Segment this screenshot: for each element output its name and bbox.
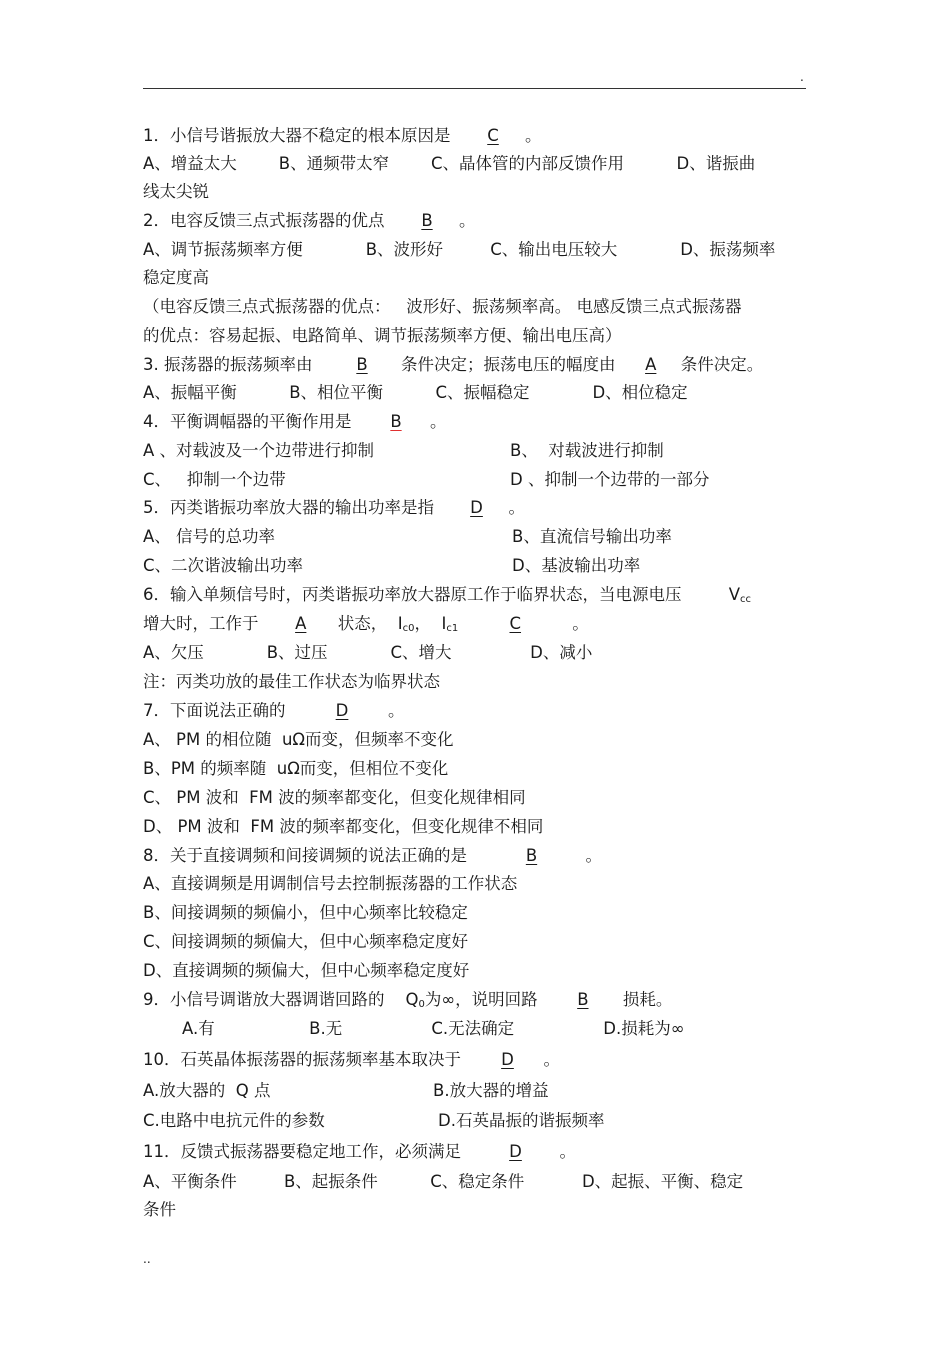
- q6-stem-cont: 增大时，工作于 A 状态， $I_{c0}$， $I_{c1}$ C 。: [143, 614, 589, 634]
- q7-answer: D: [335, 701, 349, 720]
- q2-stem: 2．电容反馈三点式振荡器的优点 B 。: [143, 211, 476, 230]
- q1-stem: 1．小信号谐振放大器不稳定的根本原因是 C 。: [143, 126, 542, 145]
- q5-option-a: A、 信号的总功率: [143, 527, 276, 546]
- q2-options: A、调节振荡频率方便 B、波形好 C、输出电压较大 D、振荡频率: [143, 240, 776, 259]
- q10-option-d: D.石英晶振的谐振频率: [438, 1111, 605, 1130]
- q4-stem: 4．平衡调幅器的平衡作用是 B 。: [143, 412, 447, 431]
- q1-options-cont: 线太尖锐: [143, 182, 209, 201]
- q3-answer-b: A: [645, 355, 657, 374]
- q8-option-c: C、间接调频的频偏大，但中心频率稳定度好: [143, 932, 469, 951]
- q10-option-a: A.放大器的 Q 点: [143, 1081, 271, 1100]
- q6-stem: 6．输入单频信号时，丙类谐振功率放大器原工作于临界状态，当电源电压 $V_{cc}$: [143, 585, 752, 605]
- q9-stem: 9．小信号调谐放大器调谐回路的 $Q_0$为∞，说明回路 B 损耗。: [143, 990, 673, 1010]
- header-rule: [143, 88, 806, 89]
- q10-stem: 10．石英晶体振荡器的振荡频率基本取决于 D 。: [143, 1050, 560, 1069]
- q10-answer: D: [501, 1050, 514, 1069]
- q6-answer-a: A: [295, 614, 307, 633]
- q8-option-d: D、直接调频的频偏大，但中心频率稳定度好: [143, 961, 470, 980]
- q4-option-c: C、 抑制一个边带: [143, 470, 286, 489]
- q11-options: A、平衡条件 B、起振条件 C、稳定条件 D、起振、平衡、稳定: [143, 1172, 744, 1191]
- q2-note-line2: 的优点：容易起振、电路简单、调节振荡频率方便、输出电压高）: [143, 326, 622, 345]
- footer-mark: ..: [143, 1252, 151, 1266]
- q9-options: A.有 B.无 C.无法确定 D.损耗为∞: [182, 1019, 685, 1038]
- q7-option-b: B、PM 的频率随 uΩ而变，但相位不变化: [143, 759, 449, 778]
- q5-stem: 5．丙类谐振功率放大器的输出功率是指 D 。: [143, 498, 525, 517]
- q11-options-cont: 条件: [143, 1200, 176, 1219]
- q7-stem: 7．下面说法正确的 D 。: [143, 701, 405, 720]
- q1-answer: C: [487, 126, 499, 145]
- q4-option-d: D 、抑制一个边带的一部分: [510, 470, 710, 489]
- q8-answer: B: [525, 846, 538, 865]
- q7-option-d: D、 PM 波和 FM 波的频率都变化，但变化规律不相同: [143, 817, 544, 836]
- q7-option-c: C、 PM 波和 FM 波的频率都变化，但变化规律相同: [143, 788, 526, 807]
- q5-answer: D: [470, 498, 483, 517]
- q4-answer: B: [390, 412, 402, 431]
- q6-options: A、欠压 B、过压 C、增大 D、减小: [143, 643, 593, 662]
- q5-option-d: D、基波输出功率: [512, 556, 641, 575]
- q5-option-b: B、直流信号输出功率: [512, 527, 672, 546]
- q1-options: A、增益太大 B、通频带太窄 C、晶体管的内部反馈作用 D、谐振曲: [143, 154, 756, 173]
- q4-option-b: B、 对载波进行抑制: [510, 441, 664, 460]
- header-mark: .: [800, 70, 804, 84]
- q6-note: 注：丙类功放的最佳工作状态为临界状态: [143, 672, 440, 691]
- q3-answer-a: B: [356, 355, 368, 374]
- q4-option-a: A 、对载波及一个边带进行抑制: [143, 441, 375, 460]
- q8-option-b: B、间接调频的频偏小，但中心频率比较稳定: [143, 903, 468, 922]
- q2-answer: B: [421, 211, 433, 230]
- q8-option-a: A、直接调频是用调制信号去控制振荡器的工作状态: [143, 874, 518, 893]
- q2-note-line1: （电容反馈三点式振荡器的优点： 波形好、振荡频率高。 电感反馈三点式振荡器: [143, 297, 742, 316]
- q3-options: A、振幅平衡 B、相位平衡 C、振幅稳定 D、相位稳定: [143, 383, 688, 402]
- q9-answer: B: [577, 990, 589, 1009]
- q3-stem: 3. 振荡器的振荡频率由 B 条件决定；振荡电压的幅度由 A 条件决定。: [143, 355, 764, 374]
- q6-answer-b: C: [509, 614, 522, 633]
- q11-answer: D: [509, 1142, 522, 1161]
- q8-stem: 8．关于直接调频和间接调频的说法正确的是 B 。: [143, 846, 602, 865]
- q11-stem: 11．反馈式振荡器要稳定地工作，必须满足 D 。: [143, 1142, 576, 1161]
- q7-option-a: A、 PM 的相位随 uΩ而变，但频率不变化: [143, 730, 454, 749]
- q10-option-b: B.放大器的增益: [433, 1081, 549, 1100]
- q5-option-c: C、二次谐波输出功率: [143, 556, 304, 575]
- q2-options-cont: 稳定度高: [143, 268, 209, 287]
- q10-option-c: C.电路中电抗元件的参数: [143, 1111, 325, 1130]
